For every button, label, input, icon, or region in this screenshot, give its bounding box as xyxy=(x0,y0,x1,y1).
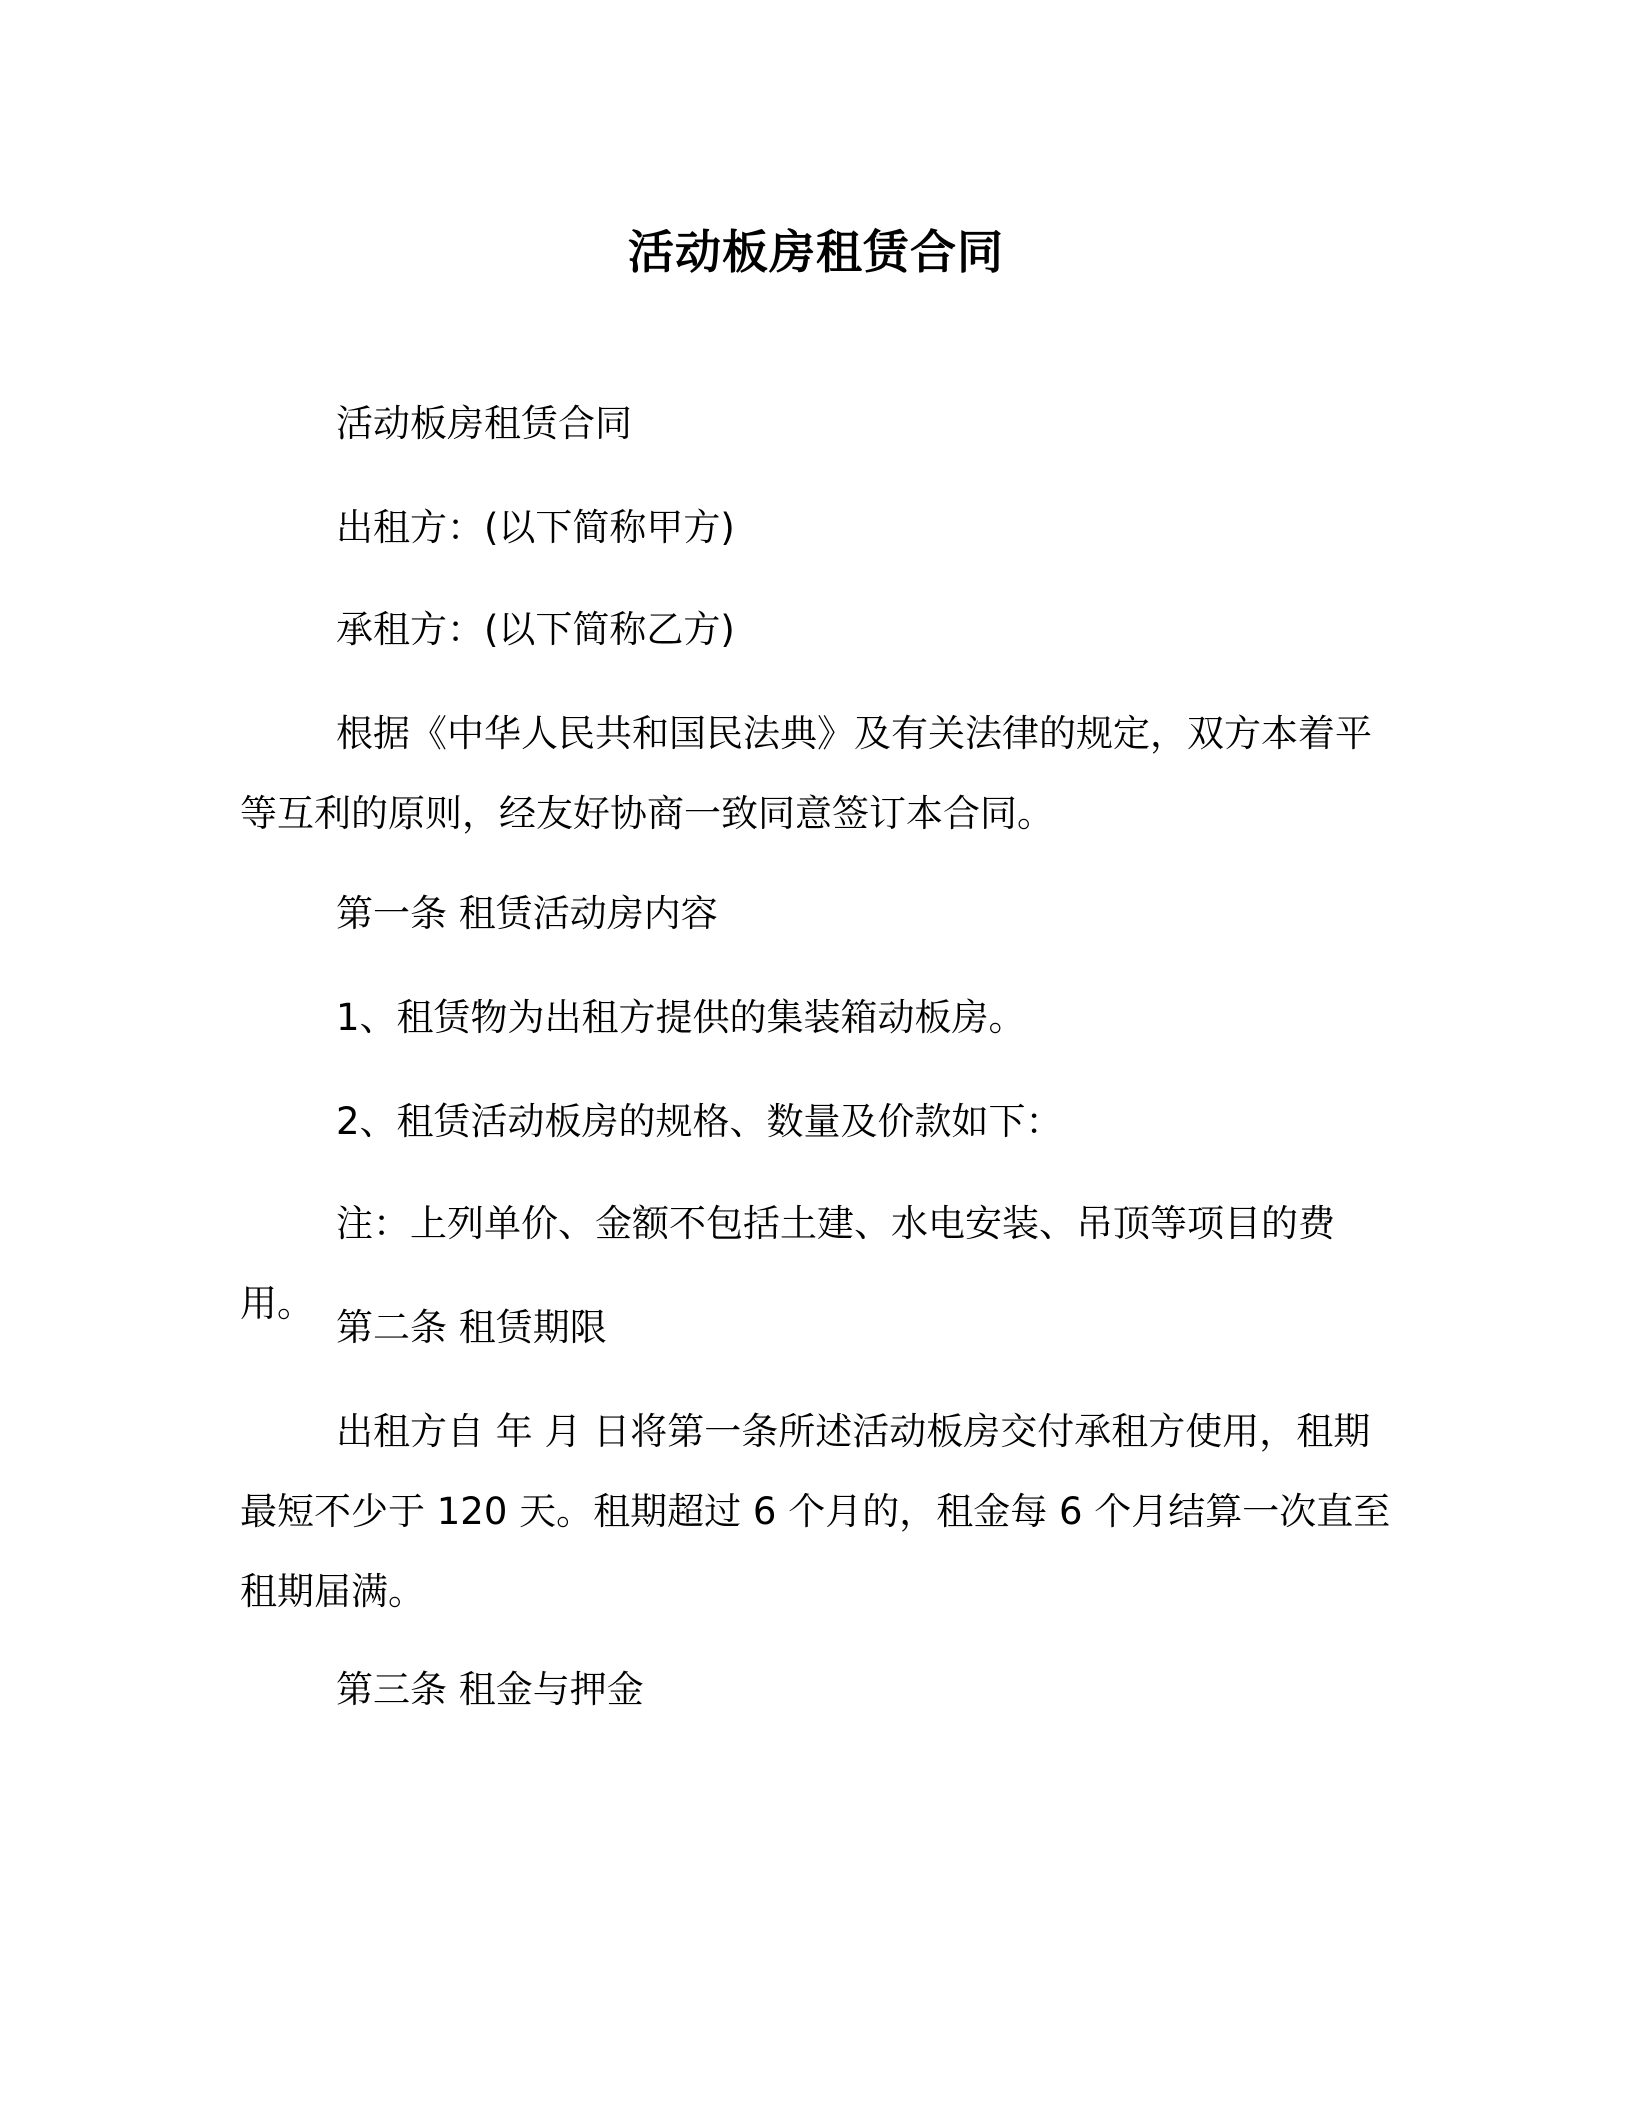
paragraph-lessor: 出租方：(以下简称甲方) xyxy=(336,506,735,549)
heading-article-1: 第一条 租赁活动房内容 xyxy=(336,892,718,935)
paragraph-preamble: 根据《中华人民共和国民法典》及有关法律的规定，双方本着平等互利的原则，经友好协商一致同意签订本合同。 xyxy=(240,712,1372,835)
paragraph-subtitle: 活动板房租赁合同 xyxy=(336,402,632,445)
paragraph-lessee: 承租方：(以下简称乙方) xyxy=(336,608,735,651)
document-title: 活动板房租赁合同 xyxy=(628,225,1004,279)
paragraph-lease-term: 出租方自 年 月 日将第一条所述活动板房交付承租方使用，租期最短不少于 120 天。租期超过 6 个月的，租金每 6 个月结算一次直至租期届满。 xyxy=(240,1410,1391,1613)
paragraph-note: 注：上列单价、金额不包括土建、水电安装、吊顶等项目的费用。 xyxy=(240,1202,1335,1325)
heading-article-2: 第二条 租赁期限 xyxy=(336,1306,607,1349)
paragraph-article-1-item-1: 1、租赁物为出租方提供的集装箱动板房。 xyxy=(336,996,1026,1039)
heading-article-3: 第三条 租金与押金 xyxy=(336,1668,644,1711)
paragraph-article-1-item-2: 2、租赁活动板房的规格、数量及价款如下： xyxy=(336,1100,1063,1143)
